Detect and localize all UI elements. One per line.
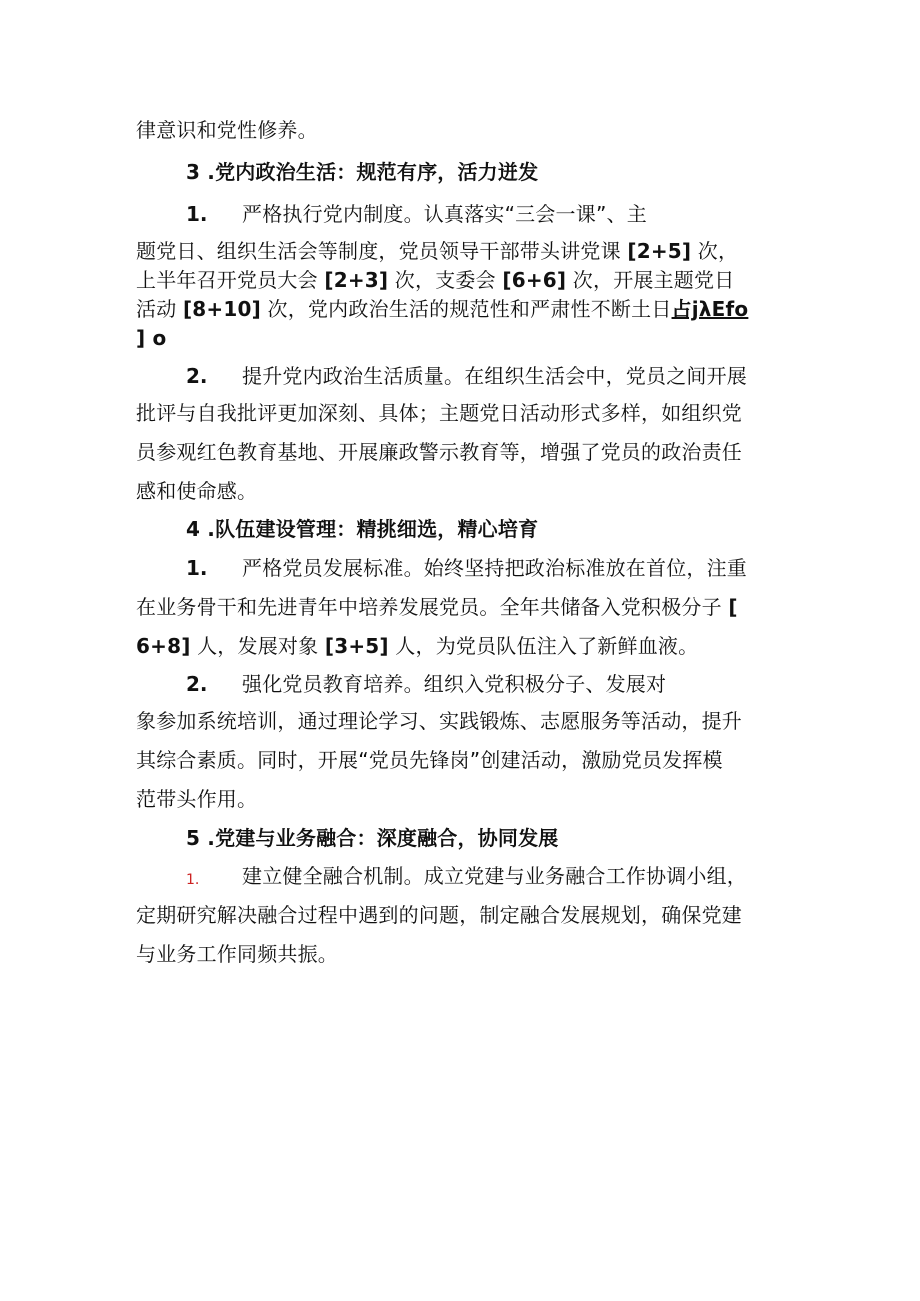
section-heading-3: 3 .党内政治生活：规范有序，活力迸发 [186,160,539,184]
text-span: 人，为党员队伍注入了新鲜血液。 [388,634,699,658]
number-range: [2+3] [324,268,389,292]
number-range: [3+5] [324,634,389,658]
text-span: 题党日、组织生活会等制度，党员领导干部带头讲党课 [136,239,628,263]
text-span: 次，党内政治生活的规范性和严肃性不断土日 [260,297,672,321]
paragraph-line: 员参观红色教育基地、开展廉政警示教育等，增强了党员的政治责任 [136,440,742,464]
text-span: 次，支委会 [388,268,503,292]
paragraph-line: 象参加系统培训，通过理论学习、实践锻炼、志愿服务等活动，提升 [136,709,742,733]
paragraph-line: 与业务工作同频共振。 [136,942,338,966]
number-range: [8+10] [182,297,261,321]
number-range: [2+5] [627,239,692,263]
text-span: 在业务骨干和先进青年中培养发展党员。全年共储备入党积极分子 [136,595,729,619]
number-range: [6+6] [502,268,567,292]
text-span: 人，发展对象 [190,634,325,658]
text-span: 活动 [136,297,183,321]
number-range: 6+8] [136,634,191,658]
paragraph-line [136,632,698,660]
text-span: 次， [691,239,739,263]
text-span: 上半年召开党员大会 [136,268,325,292]
paragraph-line: 提升党内政治生活质量。在组织生活会中，党员之间开展 [242,364,747,388]
paragraph-line: 其综合素质。同时，开展“党员先锋岗”创建活动，激励党员发挥模 [136,748,723,772]
paragraph-line: ] o [136,326,167,350]
paragraph-line: 严格党员发展标准。始终坚持把政治标准放在首位，注重 [242,556,747,580]
item-number: 1. [186,202,208,226]
section-heading-4: 4 .队伍建设管理：精挑细选，精心培育 [186,517,539,541]
paragraph-line: 建立健全融合机制。成立党建与业务融合工作协调小组， [242,864,747,888]
paragraph-line: 感和使命感。 [136,479,258,503]
section-heading-5: 5 .党建与业务融合：深度融合，协同发展 [186,826,559,850]
paragraph-line [136,295,748,323]
item-number: 2. [186,364,208,388]
paragraph-line: 范带头作用。 [136,787,258,811]
paragraph-line: 律意识和党性修养。 [136,118,318,142]
paragraph-line: 严格执行党内制度。认真落实“三会一课”、主 [242,202,647,226]
number-range: [ [728,595,738,619]
paragraph-line [136,237,738,265]
paragraph-line: 批评与自我批评更加深刻、具体；主题党日活动形式多样，如组织党 [136,401,742,425]
garbled-text: 占jλEfo [671,297,749,321]
paragraph-line [136,266,734,294]
paragraph-line [136,593,738,621]
paragraph-line: 定期研究解决融合过程中遇到的问题，制定融合发展规划，确保党建 [136,903,742,927]
paragraph-line: 强化党员教育培养。组织入党积极分子、发展对 [242,672,667,696]
text-span: 次，开展主题党日 [566,268,735,292]
item-number: 1. [186,556,208,580]
item-number: 2. [186,672,208,696]
item-number-red: 1. [186,872,200,888]
